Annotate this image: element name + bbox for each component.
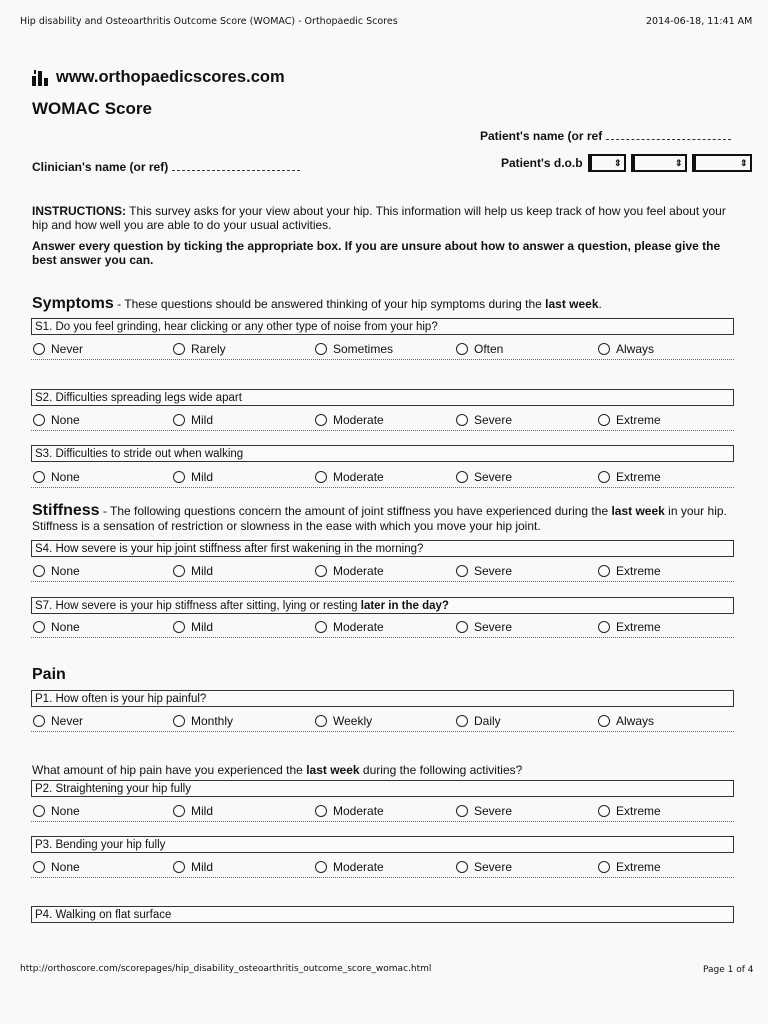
answer-option[interactable] (598, 804, 661, 818)
option-label: Sometimes (333, 342, 394, 356)
answer-instructions: Answer every question by ticking the appropriate box. If you are unsure about how to answer a question, please give the best answer you can. (32, 239, 721, 267)
clinician-name-field[interactable]: Clinician's name (or ref) (32, 160, 300, 174)
answers-s2 (31, 412, 734, 431)
answers-p1 (31, 713, 734, 732)
radio-button[interactable] (173, 861, 185, 873)
question-s4: S4. How severe is your hip joint stiffness after first wakening in the morning? (31, 540, 734, 557)
option-label: Never (51, 342, 84, 356)
option-label: Rarely (191, 342, 226, 356)
answer-option[interactable] (598, 470, 661, 484)
answer-option[interactable] (315, 413, 384, 427)
question-s3: S3. Difficulties to stride out when walking (31, 445, 734, 462)
clinician-name-input[interactable] (172, 170, 300, 171)
print-timestamp: 2014-06-18, 11:41 AM (646, 16, 753, 27)
answer-option[interactable] (173, 413, 213, 427)
option-label: Often (474, 342, 504, 356)
answer-option[interactable] (33, 470, 80, 484)
radio-button[interactable] (598, 861, 610, 873)
radio-button[interactable] (33, 805, 45, 817)
option-label: Never (51, 714, 84, 728)
radio-button[interactable] (33, 621, 45, 633)
option-label: Severe (474, 413, 513, 427)
instructions-text: INSTRUCTIONS: This survey asks for your view about your hip. This information will help us keep track of how you feel about your hip and how well you are able to do your usual activities. (32, 204, 726, 232)
option-label: Moderate (333, 804, 384, 818)
option-label: Severe (474, 860, 513, 874)
question-s2: S2. Difficulties spreading legs wide apart (31, 389, 734, 406)
option-label: Moderate (333, 413, 384, 427)
radio-button[interactable] (315, 565, 327, 577)
option-label: Extreme (616, 620, 661, 634)
option-label: Extreme (616, 860, 661, 874)
answer-option[interactable] (173, 564, 213, 578)
radio-button[interactable] (315, 715, 327, 727)
page-number: Page 1 of 4 (703, 965, 754, 975)
option-label: None (51, 620, 80, 634)
option-label: Monthly (191, 714, 234, 728)
answers-p3 (31, 859, 734, 878)
option-label: Extreme (616, 804, 661, 818)
pain-activities-intro: What amount of hip pain have you experienced the last week during the following activities? (32, 763, 523, 777)
answer-option[interactable] (598, 620, 661, 634)
option-label: Moderate (333, 564, 384, 578)
footer-url: http://orthoscore.com/scorepages/hip_disability_osteoarthritis_outcome_score_womac.html (20, 964, 432, 974)
bar-chart-logo-icon (31, 69, 53, 87)
answer-option[interactable] (33, 342, 83, 356)
answer-option[interactable] (598, 564, 661, 578)
answer-option[interactable] (456, 620, 512, 634)
option-label: Always (616, 342, 655, 356)
option-label: Severe (474, 804, 513, 818)
symptoms-section-header: Symptoms - These questions should be answered thinking of your hip symptoms during the last week. (32, 295, 602, 312)
option-label: None (51, 860, 80, 874)
radio-button[interactable] (33, 343, 45, 355)
option-label: Daily (474, 714, 501, 728)
option-label: Mild (191, 860, 214, 874)
stiffness-section-header: Stiffness - The following questions concern the amount of joint stiffness you have experienced during the last week in your hip. Stiffness is a sensation of restriction or slowness in the ease with which you move your hip joint. (32, 502, 727, 533)
question-s1: S1. Do you feel grinding, hear clicking or any other type of noise from your hip? (31, 318, 734, 335)
option-label: Weekly (333, 714, 373, 728)
radio-button[interactable] (315, 805, 327, 817)
answers-s4 (31, 563, 734, 582)
answer-option[interactable] (315, 620, 384, 634)
option-label: None (51, 804, 80, 818)
option-label: None (51, 564, 80, 578)
option-label: Extreme (616, 413, 661, 427)
answer-option[interactable] (315, 714, 372, 728)
radio-button[interactable] (598, 343, 610, 355)
radio-button[interactable] (598, 565, 610, 577)
option-label: Always (616, 714, 655, 728)
answer-option[interactable] (315, 860, 384, 874)
radio-button[interactable] (173, 565, 185, 577)
dob-year-select[interactable]: ⇕ (692, 154, 752, 172)
radio-button[interactable] (173, 471, 185, 483)
answer-option[interactable] (173, 620, 213, 634)
answer-option[interactable] (456, 470, 512, 484)
answer-option[interactable] (173, 470, 213, 484)
radio-button[interactable] (598, 715, 610, 727)
option-label: Mild (191, 804, 214, 818)
option-label: Moderate (333, 860, 384, 874)
answer-option[interactable] (598, 342, 654, 356)
radio-button[interactable] (456, 861, 468, 873)
option-label: Mild (191, 564, 214, 578)
answer-option[interactable] (315, 342, 393, 356)
option-label: Moderate (333, 470, 384, 484)
patient-name-field[interactable]: Patient's name (or ref (480, 129, 731, 143)
site-link[interactable] (31, 68, 285, 87)
dob-day-select[interactable]: ⇕ (588, 154, 626, 172)
radio-button[interactable] (315, 471, 327, 483)
question-p2: P2. Straightening your hip fully (31, 780, 734, 797)
radio-button[interactable] (173, 805, 185, 817)
answer-option[interactable] (315, 470, 384, 484)
answer-option[interactable] (33, 860, 80, 874)
answers-s7 (31, 619, 734, 638)
answer-option[interactable] (315, 564, 384, 578)
option-label: Moderate (333, 620, 384, 634)
dob-month-select[interactable]: ⇕ (631, 154, 687, 172)
radio-button[interactable] (456, 565, 468, 577)
option-label: None (51, 470, 80, 484)
answer-option[interactable] (598, 714, 654, 728)
option-label: Mild (191, 413, 214, 427)
option-label: Extreme (616, 470, 661, 484)
answer-option[interactable] (173, 804, 213, 818)
answer-option[interactable] (33, 620, 80, 634)
option-label: Mild (191, 620, 214, 634)
site-url: www.orthopaedicscores.com (56, 68, 285, 86)
radio-button[interactable] (173, 343, 185, 355)
radio-button[interactable] (598, 621, 610, 633)
option-label: Extreme (616, 564, 661, 578)
question-s7: S7. How severe is your hip stiffness after sitting, lying or resting later in the day? (31, 597, 734, 614)
answer-option[interactable] (456, 804, 512, 818)
option-label: Severe (474, 620, 513, 634)
radio-button[interactable] (456, 805, 468, 817)
answer-option[interactable] (33, 413, 80, 427)
radio-button[interactable] (315, 621, 327, 633)
answer-option[interactable] (173, 342, 226, 356)
answer-option[interactable] (33, 714, 83, 728)
radio-button[interactable] (598, 805, 610, 817)
radio-button[interactable] (456, 343, 468, 355)
answer-option[interactable] (33, 564, 80, 578)
answer-option[interactable] (173, 714, 233, 728)
answer-option[interactable] (33, 804, 80, 818)
answer-option[interactable] (456, 714, 501, 728)
radio-button[interactable] (315, 861, 327, 873)
document-title: Hip disability and Osteoarthritis Outcome Score (WOMAC) - Orthopaedic Scores (20, 16, 398, 27)
radio-button[interactable] (456, 414, 468, 426)
answers-s1 (31, 341, 734, 360)
radio-button[interactable] (33, 565, 45, 577)
radio-button[interactable] (598, 471, 610, 483)
radio-button[interactable] (598, 414, 610, 426)
answer-option[interactable] (456, 564, 512, 578)
answer-option[interactable] (456, 413, 512, 427)
radio-button[interactable] (33, 715, 45, 727)
option-label: Mild (191, 470, 214, 484)
radio-button[interactable] (456, 715, 468, 727)
radio-button[interactable] (33, 471, 45, 483)
answer-option[interactable] (598, 413, 661, 427)
radio-button[interactable] (173, 621, 185, 633)
radio-button[interactable] (173, 715, 185, 727)
radio-button[interactable] (33, 414, 45, 426)
radio-button[interactable] (33, 861, 45, 873)
option-label: Severe (474, 470, 513, 484)
dob-field: Patient's d.o.b ⇕ ⇕ ⇕ (501, 154, 752, 172)
page-title: WOMAC Score (32, 99, 152, 118)
radio-button[interactable] (315, 343, 327, 355)
option-label: None (51, 413, 80, 427)
question-p1: P1. How often is your hip painful? (31, 690, 734, 707)
answers-p2 (31, 803, 734, 822)
answer-option[interactable] (315, 804, 384, 818)
answer-option[interactable] (173, 860, 213, 874)
question-p3: P3. Bending your hip fully (31, 836, 734, 853)
answer-option[interactable] (456, 342, 503, 356)
option-label: Severe (474, 564, 513, 578)
radio-button[interactable] (173, 414, 185, 426)
question-p4: P4. Walking on flat surface (31, 906, 734, 923)
radio-button[interactable] (456, 621, 468, 633)
radio-button[interactable] (315, 414, 327, 426)
answers-s3 (31, 469, 734, 488)
pain-section-header: Pain (32, 666, 66, 683)
answer-option[interactable] (598, 860, 661, 874)
radio-button[interactable] (456, 471, 468, 483)
answer-option[interactable] (456, 860, 512, 874)
patient-name-input[interactable] (606, 139, 731, 140)
